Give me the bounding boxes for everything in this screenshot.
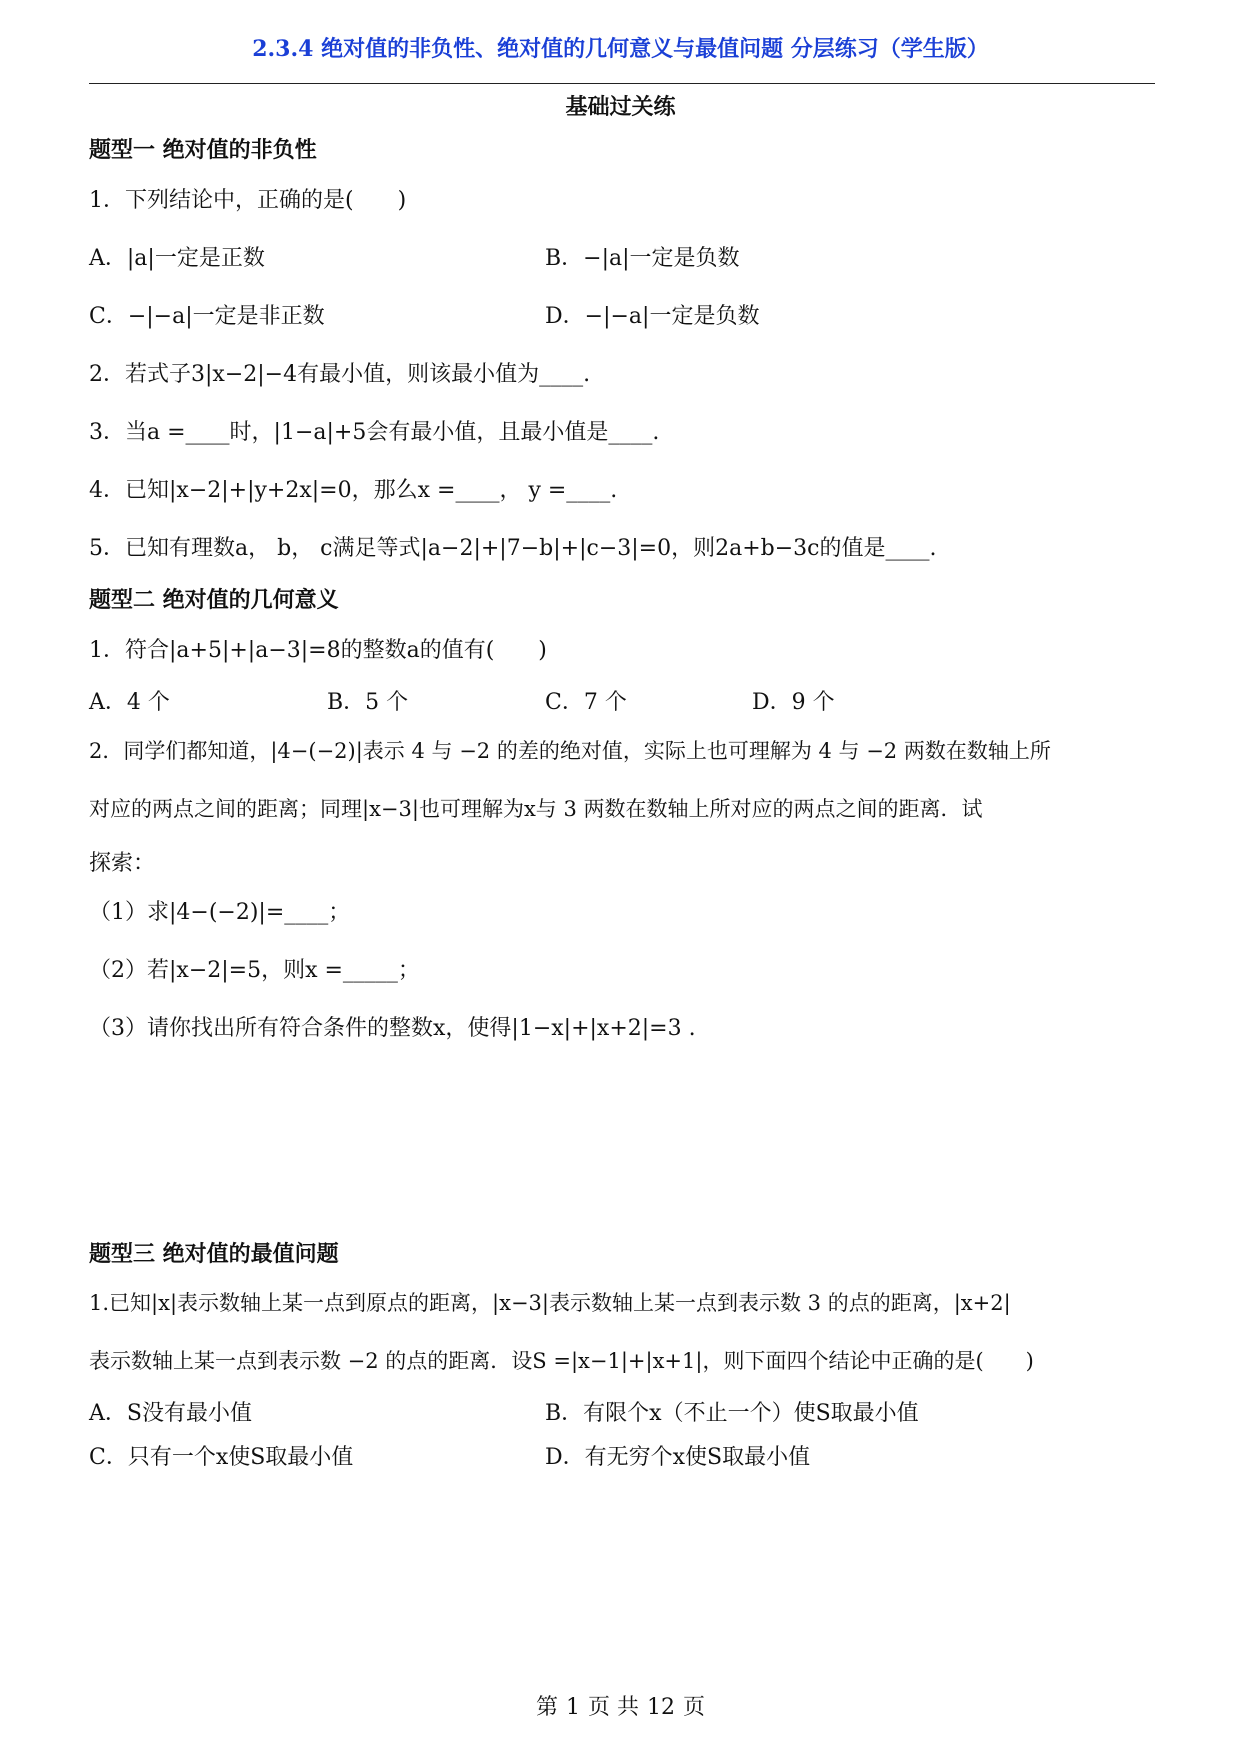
s2-q2-sub-3: （3）请你找出所有符合条件的整数x，使得|1−x|+|x+2|=3 . — [89, 1016, 696, 1041]
footer-suffix: 页 — [683, 1695, 706, 1720]
s1-question-2: 2．若式子3|x−2|−4有最小值，则该最小值为____. — [89, 362, 591, 387]
s2-question-2-line-3: 探索： — [89, 851, 156, 876]
s2-q1-option-a: A．4 个 — [89, 690, 170, 715]
s2-question-2-line-1: 2．同学们都知道，|4−(−2)|表示 4 与 −2 的差的绝对值，实际上也可理解为 4 与 −2 两数在数轴上所 — [89, 739, 1051, 763]
section-heading-3: 题型三 绝对值的最值问题 — [89, 1241, 339, 1267]
document-title: 2.3.4 绝对值的非负性、绝对值的几何意义与最值问题 分层练习（学生版） — [252, 36, 989, 62]
s2-q2-sub-1: （1）求|4−(−2)|=____； — [89, 900, 351, 925]
page-footer — [0, 1690, 1241, 1721]
s1-q1-option-b: B．−|a|一定是负数 — [545, 246, 740, 271]
title-divider — [89, 83, 1155, 84]
s3-q1-option-a: A．S没有最小值 — [89, 1401, 252, 1426]
s1-q1-option-c: C．−|−a|一定是非正数 — [89, 304, 325, 329]
s2-question-1: 1．符合|a+5|+|a−3|=8的整数a的值有( ) — [89, 638, 547, 663]
s1-q1-option-a: A．|a|一定是正数 — [89, 246, 265, 271]
footer-total-pages: 12 — [647, 1695, 675, 1720]
s3-q1-option-d: D．有无穷个x使S取最小值 — [545, 1445, 811, 1470]
section-heading-2: 题型二 绝对值的几何意义 — [89, 587, 339, 613]
s1-question-3: 3．当a =____时，|1−a|+5会有最小值，且最小值是____. — [89, 420, 660, 445]
s2-question-2-line-2: 对应的两点之间的距离；同理|x−3|也可理解为x与 3 两数在数轴上所对应的两点之间的距离．试 — [89, 797, 983, 821]
s3-q1-option-b: B．有限个x（不止一个）使S取最小值 — [545, 1401, 919, 1426]
s3-question-1-line-2: 表示数轴上某一点到表示数 −2 的点的距离．设S =|x−1|+|x+1|，则下面四个结论中正确的是( ) — [89, 1349, 1034, 1373]
level-heading: 基础过关练 — [565, 94, 676, 120]
s2-q2-sub-2: （2）若|x−2|=5，则x =_____； — [89, 958, 420, 983]
s3-q1-option-c: C．只有一个x使S取最小值 — [89, 1445, 354, 1470]
s1-question-5: 5．已知有理数a， b， c满足等式|a−2|+|7−b|+|c−3|=0，则2a+b−3c的值是____. — [89, 536, 937, 561]
s1-question-4: 4．已知|x−2|+|y+2x|=0，那么x =____， y =____. — [89, 478, 618, 503]
s2-q1-option-d: D．9 个 — [752, 690, 835, 715]
s3-question-1-line-1: 1.已知|x|表示数轴上某一点到原点的距离，|x−3|表示数轴上某一点到表示数 3 的点的距离，|x+2| — [89, 1291, 1011, 1315]
s2-q1-option-c: C．7 个 — [545, 690, 627, 715]
footer-mid: 页 共 — [588, 1695, 639, 1720]
s1-question-1: 1．下列结论中，正确的是( ) — [89, 188, 407, 213]
s2-q1-option-b: B．5 个 — [327, 690, 409, 715]
footer-page-number: 1 — [566, 1695, 580, 1720]
footer-prefix: 第 — [535, 1695, 558, 1720]
section-heading-1: 题型一 绝对值的非负性 — [89, 137, 317, 163]
s1-q1-option-d: D．−|−a|一定是负数 — [545, 304, 760, 329]
